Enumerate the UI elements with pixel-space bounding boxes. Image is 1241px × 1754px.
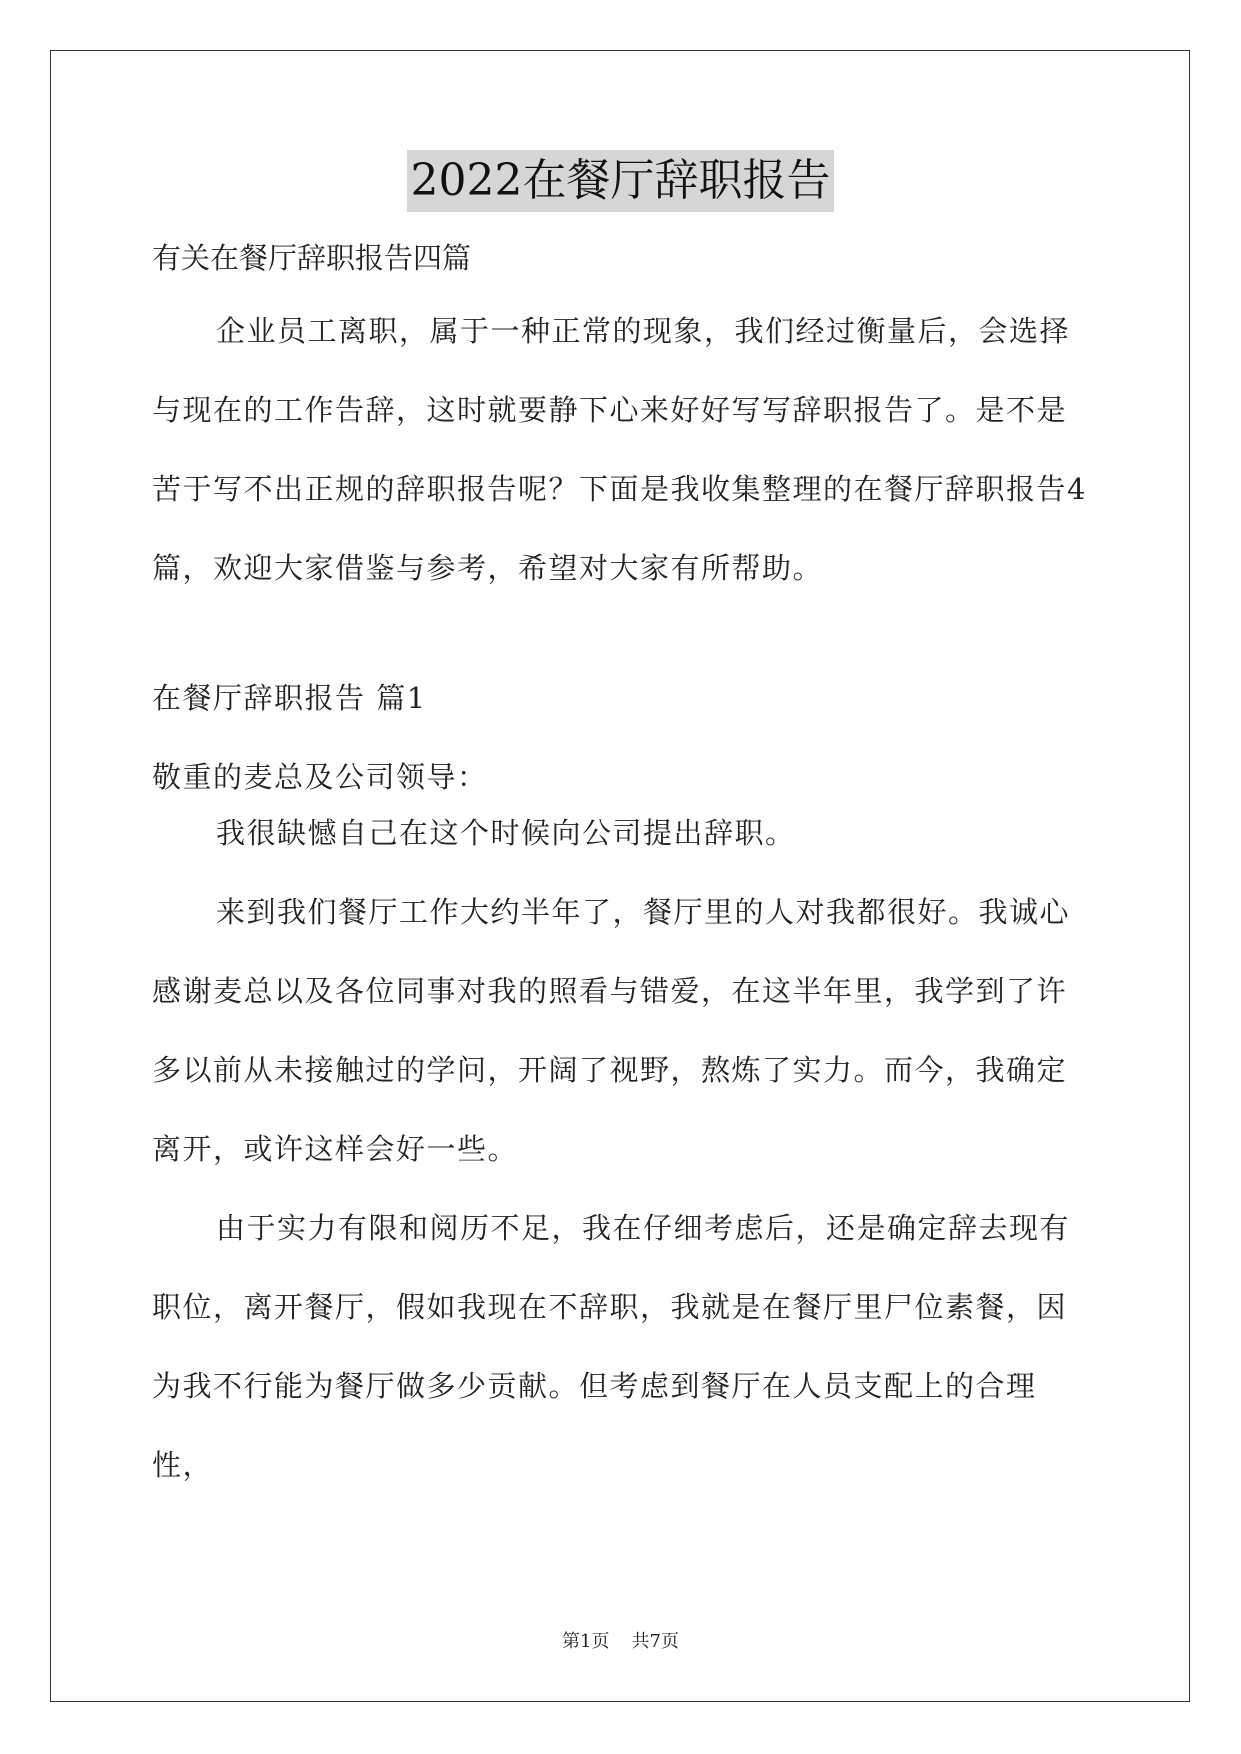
page-total: 共7页 [631, 1631, 679, 1652]
page-number: 第1页 [562, 1631, 610, 1652]
document-title: 2022在餐厅辞职报告 [407, 150, 835, 212]
body-paragraph-3: 由于实力有限和阅历不足，我在仔细考虑后，还是确定辞去现有职位，离开餐厅，假如我现在不辞职，我就是在餐厅里尸位素餐，因为我不行能为餐厅做多少贡献。但考虑到餐厅在人员支配上的合理性， [152, 1211, 1071, 1482]
document-subtitle: 有关在餐厅辞职报告四篇 [152, 241, 472, 275]
body-paragraph-1: 我很缺憾自己在这个时候向公司提出辞职。 [216, 816, 796, 850]
intro-paragraph: 企业员工离职，属于一种正常的现象，我们经过衡量后，会选择与现在的工作告辞，这时就要静下心来好好写写辞职报告了。是不是苦于写不出正规的辞职报告呢？下面是我收集整理的在餐厅辞职报告4篇，欢迎大家借鉴与参考，希望对大家有所帮助。 [152, 314, 1087, 585]
section-heading: 在餐厅辞职报告 篇1 [152, 681, 427, 715]
page-footer [0, 1628, 1241, 1656]
salutation: 敬重的麦总及公司领导： [152, 760, 488, 794]
title-container [0, 150, 1241, 212]
body-paragraph-2: 来到我们餐厅工作大约半年了，餐厅里的人对我都很好。我诚心感谢麦总以及各位同事对我的照看与错爱，在这半年里，我学到了许多以前从未接触过的学问，开阔了视野，熬炼了实力。而今，我确定离开，或许这样会好一些。 [152, 895, 1071, 1166]
